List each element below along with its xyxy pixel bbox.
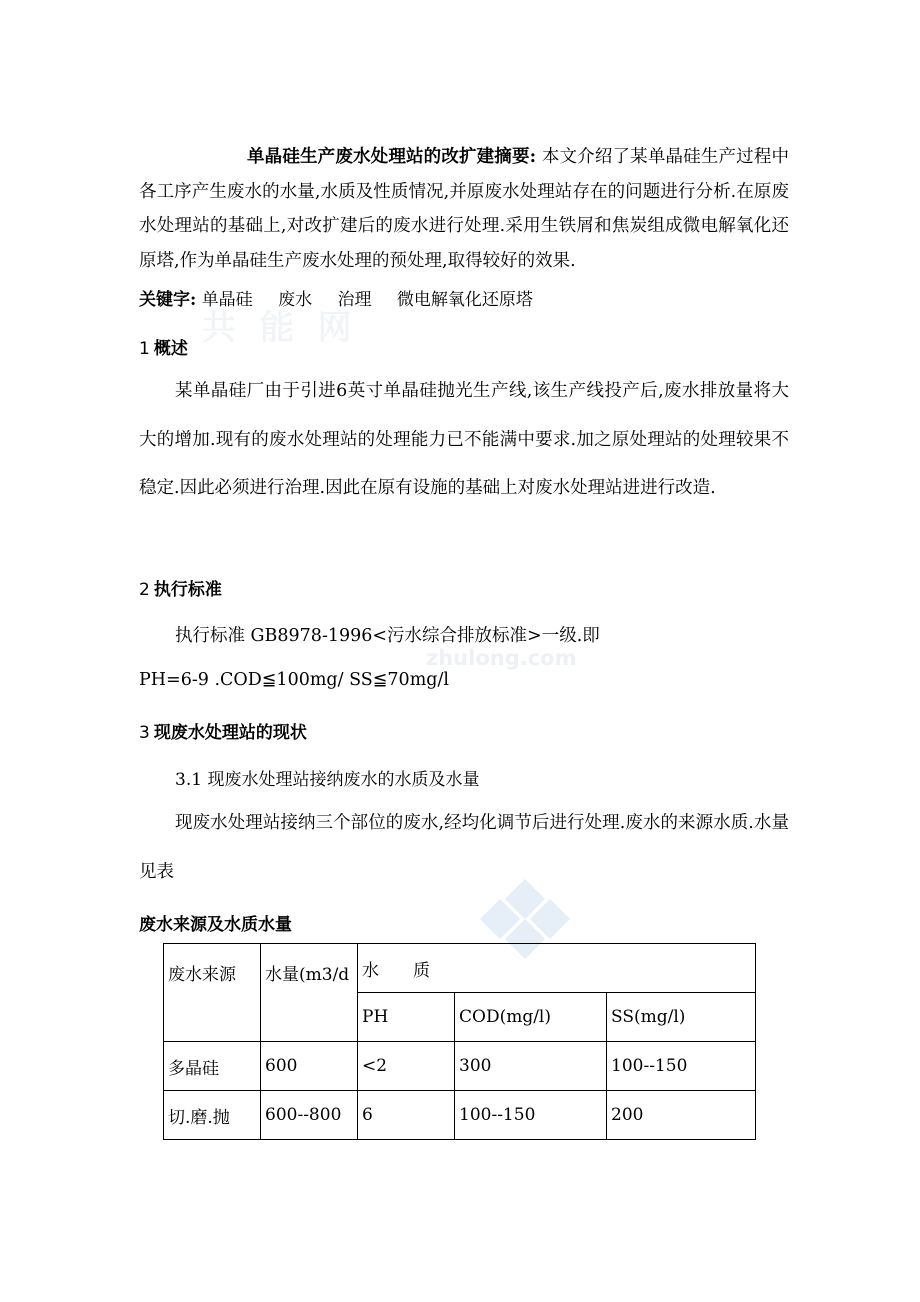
- watermark-text: 共 能 网: [202, 308, 358, 348]
- table-row: [164, 1091, 756, 1140]
- section-title: 现废水处理站的现状: [153, 723, 307, 743]
- article-title: 单晶硅生产废水处理站的改扩建摘要:: [247, 147, 537, 167]
- section-number: 3: [139, 723, 150, 743]
- section-number: 1: [139, 339, 150, 359]
- section-1-heading: [139, 334, 188, 359]
- cell-source: 多晶硅: [164, 1042, 261, 1091]
- cell-volume: 600--800: [261, 1091, 358, 1140]
- table-header-row: [164, 944, 756, 993]
- abstract-body: 本文介绍了某单晶硅生产过程中各工序产生废水的水量,水质及性质情况,并原废水处理站存在的问题进行分析.在原废水处理站的基础上,对改扩建后的废水进行处理.采用生铁屑和焦炭组成微电解氧化还原塔,作为单晶硅生产废水处理的预处理,取得较好的效果.: [139, 147, 789, 271]
- cell-cod: 300: [455, 1042, 607, 1091]
- keywords-label: 关键字:: [139, 290, 197, 310]
- header-ph: PH: [358, 993, 455, 1042]
- section-2-heading: [139, 575, 222, 600]
- standard-limits: PH=6-9 .COD≦100mg/ SS≦70mg/l: [139, 670, 449, 690]
- cell-ss: 200: [607, 1091, 756, 1140]
- cell-ph: <2: [358, 1042, 455, 1091]
- header-quality: 水 质: [358, 944, 756, 993]
- cell-source: 切.磨.抛: [164, 1091, 261, 1140]
- standard-line: 执行标准 GB8978-1996<污水综合排放标准>一级.即: [175, 626, 600, 646]
- keywords-line: [139, 285, 553, 310]
- section-3-heading: [139, 718, 307, 743]
- watermark-url: zhulong.com: [426, 646, 577, 670]
- abstract-paragraph: [139, 140, 789, 278]
- keyword-term: 治理: [337, 290, 372, 310]
- section-title: 执行标准: [153, 580, 222, 600]
- section-1-body: 某单晶硅厂由于引进6英寸单晶硅抛光生产线,该生产线投产后,废水排放量将大大的增加.现有的废水处理站的处理能力已不能满中要求.加之原处理站的处理较果不稳定.因此必须进行治理.因此在原有设施的基础上对废水处理站进进行改造.: [139, 381, 789, 498]
- keyword-term: 废水: [278, 290, 313, 310]
- header-ss: SS(mg/l): [607, 993, 756, 1042]
- table-caption: 废水来源及水质水量: [139, 915, 292, 935]
- table-row: [164, 1042, 756, 1091]
- keyword-term: 微电解氧化还原塔: [396, 290, 533, 310]
- section-number: 2: [139, 580, 150, 600]
- subsection-3-1-heading: 3.1 现废水处理站接纳废水的水质及水量: [175, 770, 480, 790]
- header-source: 废水来源: [164, 944, 261, 1042]
- header-volume: 水量(m3/d: [261, 944, 358, 1042]
- subsection-3-1-body: 现废水处理站接纳三个部位的废水,经均化调节后进行处理.废水的来源水质.水量见表: [139, 813, 789, 882]
- header-cod: COD(mg/l): [455, 993, 607, 1042]
- water-quality-table: [163, 943, 756, 1140]
- keyword-term: 单晶硅: [201, 290, 253, 310]
- cell-ph: 6: [358, 1091, 455, 1140]
- section-title: 概述: [153, 339, 188, 359]
- cell-cod: 100--150: [455, 1091, 607, 1140]
- cell-ss: 100--150: [607, 1042, 756, 1091]
- cell-volume: 600: [261, 1042, 358, 1091]
